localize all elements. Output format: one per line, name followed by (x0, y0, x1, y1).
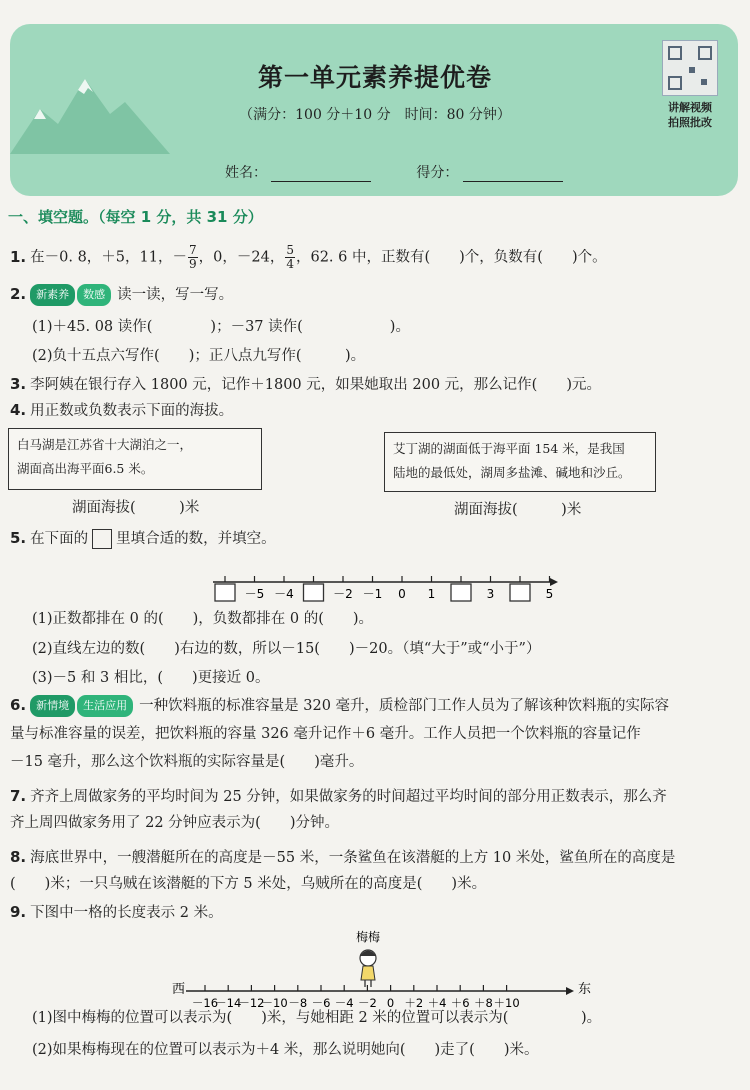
question-5-part-2: (2)直线左边的数( )右边的数，所以－15( )－20。（填“大于”或“小于”） (32, 641, 541, 657)
name-score-bar (225, 162, 563, 182)
fraction: $\frac{5}{4}$ (286, 243, 294, 271)
blank-square-icon (92, 529, 112, 549)
number-line-q5 (195, 562, 575, 602)
answer-baima-altitude: 湖面海拔( )米 (72, 500, 200, 516)
west-label: 西 (172, 982, 186, 997)
meimei-label: 梅梅 (355, 930, 381, 944)
info-box-aiding-lake: 艾丁湖的湖面低于海平面 154 米，是我国 陆地的最低处，湖周多盐滩、碱地和沙丘。 (384, 432, 656, 492)
new-scenario-badge: 新情境 (30, 695, 75, 717)
tick-label: －4 (274, 587, 294, 601)
tick-label: －5 (244, 587, 265, 601)
answer-box[interactable] (451, 584, 471, 601)
number-sense-badge: 数感 (77, 284, 111, 306)
score-label: 得分： (416, 165, 459, 181)
question-5: 5. 在下面的 里填合适的数，并填空。 (10, 529, 276, 547)
score-field[interactable] (463, 167, 563, 182)
question-5-part-3: (3)－5 和 3 相比，( )更接近 0。 (32, 670, 270, 686)
life-application-badge: 生活应用 (77, 695, 133, 717)
meimei-figure-icon (360, 950, 376, 987)
name-label: 姓名： (225, 165, 267, 181)
question-1: 1. 在－0. 8，＋5，11，－ $\frac{7}{9}$ ，0，－24， $\frac{5}{4}$ ，62. 6 中，正数有( )个，负数有( )个。 (10, 243, 607, 271)
question-7: 7. 齐齐上周做家务的平均时间为 25 分钟，如果做家务的时间超过平均时间的部分用正数表示，那么齐 (10, 787, 667, 805)
tick-label: 3 (486, 587, 495, 601)
east-label: 东 (578, 982, 592, 997)
tick-label: 5 (545, 587, 554, 601)
question-6-line-2: 量与标准容量的误差，把饮料瓶的容量 326 毫升记作＋6 毫升。工作人员把一个饮料瓶的容量记作 (10, 726, 641, 742)
question-9: 9. 下图中一格的长度表示 2 米。 (10, 903, 223, 921)
tick-label: －14 (215, 996, 242, 1010)
question-3: 3. 李阿姨在银行存入 1800 元，记作＋1800 元，如果她取出 200 元，那么记作( )元。 (10, 375, 601, 393)
qr-caption-video: 讲解视频 (668, 101, 712, 114)
answer-box[interactable] (304, 584, 324, 601)
question-5-part-1: (1)正数都排在 0 的( )，负数都排在 0 的( )。 (32, 611, 374, 627)
question-9-part-2: (2)如果梅梅现在的位置可以表示为＋4 米，那么说明她向( )走了( )米。 (32, 1042, 539, 1058)
question-9-part-1: (1)图中梅梅的位置可以表示为( )米，与她相距 2 米的位置可以表示为( )。 (32, 1010, 602, 1026)
tick-label: 0 (386, 996, 395, 1010)
tick-label: －10 (261, 996, 288, 1010)
question-2: 2. 新素养 数感 读一读，写一写。 (10, 284, 233, 306)
tick-label: －16 (191, 996, 219, 1010)
qr-caption-grading: 拍照批改 (668, 116, 712, 129)
answer-aiding-altitude: 湖面海拔( )米 (454, 502, 582, 518)
name-field[interactable] (271, 167, 371, 182)
tick-label: －2 (333, 587, 353, 601)
tick-label: 1 (427, 587, 436, 601)
tick-label: －8 (288, 996, 308, 1010)
tick-label: －12 (238, 996, 265, 1010)
question-2-part-2: (2)负十五点六写作( )；正八点九写作( )。 (32, 348, 366, 364)
question-2-part-1: (1)＋45. 08 读作( )；－37 读作( )。 (32, 319, 410, 335)
tick-label: ＋10 (493, 996, 520, 1010)
question-8: 8. 海底世界中，一艘潜艇所在的高度是－55 米，一条鲨鱼在该潜艇的上方 10 米处，鲨鱼所在的高度是 (10, 848, 676, 866)
fraction: $\frac{7}{9}$ (189, 243, 197, 271)
section-heading-fill-blanks: 一、填空题。（每空 1 分，共 31 分） (8, 208, 263, 226)
question-6: 6. 新情境 生活应用 一种饮料瓶的标准容量是 320 毫升，质检部门工作人员为了解该种饮料瓶的实际容 (10, 695, 669, 717)
score-time-info: （满分：100 分＋10 分 时间：80 分钟） (239, 107, 511, 123)
new-literacy-badge: 新素养 (30, 284, 75, 306)
question-7-line-2: 齐上周四做家务用了 22 分钟应表示为( )分钟。 (10, 815, 339, 831)
tick-label: －2 (357, 996, 377, 1010)
tick-label: ＋6 (450, 996, 470, 1010)
tick-label: －1 (362, 587, 383, 601)
question-6-line-3: －15 毫升，那么这个饮料瓶的实际容量是( )毫升。 (10, 754, 364, 770)
tick-label: －6 (311, 996, 331, 1010)
question-4: 4. 用正数或负数表示下面的海拔。 (10, 401, 234, 419)
question-number: 1. (10, 247, 27, 266)
tick-label: ＋2 (404, 996, 424, 1010)
tick-label: ＋8 (473, 996, 493, 1010)
qr-code-block[interactable] (662, 40, 718, 134)
qr-code-icon[interactable] (662, 40, 718, 96)
page-title: 第一单元素养提优卷 (257, 63, 492, 92)
tick-label: ＋4 (427, 996, 447, 1010)
question-8-line-2: ( )米；一只乌贼在该潜艇的下方 5 米处，乌贼所在的高度是( )米。 (10, 876, 487, 892)
info-box-baima-lake: 白马湖是江苏省十大湖泊之一， 湖面高出海平面6.5 米。 (8, 428, 262, 490)
tick-label: －4 (334, 996, 354, 1010)
answer-box[interactable] (510, 584, 530, 601)
answer-box[interactable] (215, 584, 235, 601)
tick-label: 0 (398, 587, 406, 601)
